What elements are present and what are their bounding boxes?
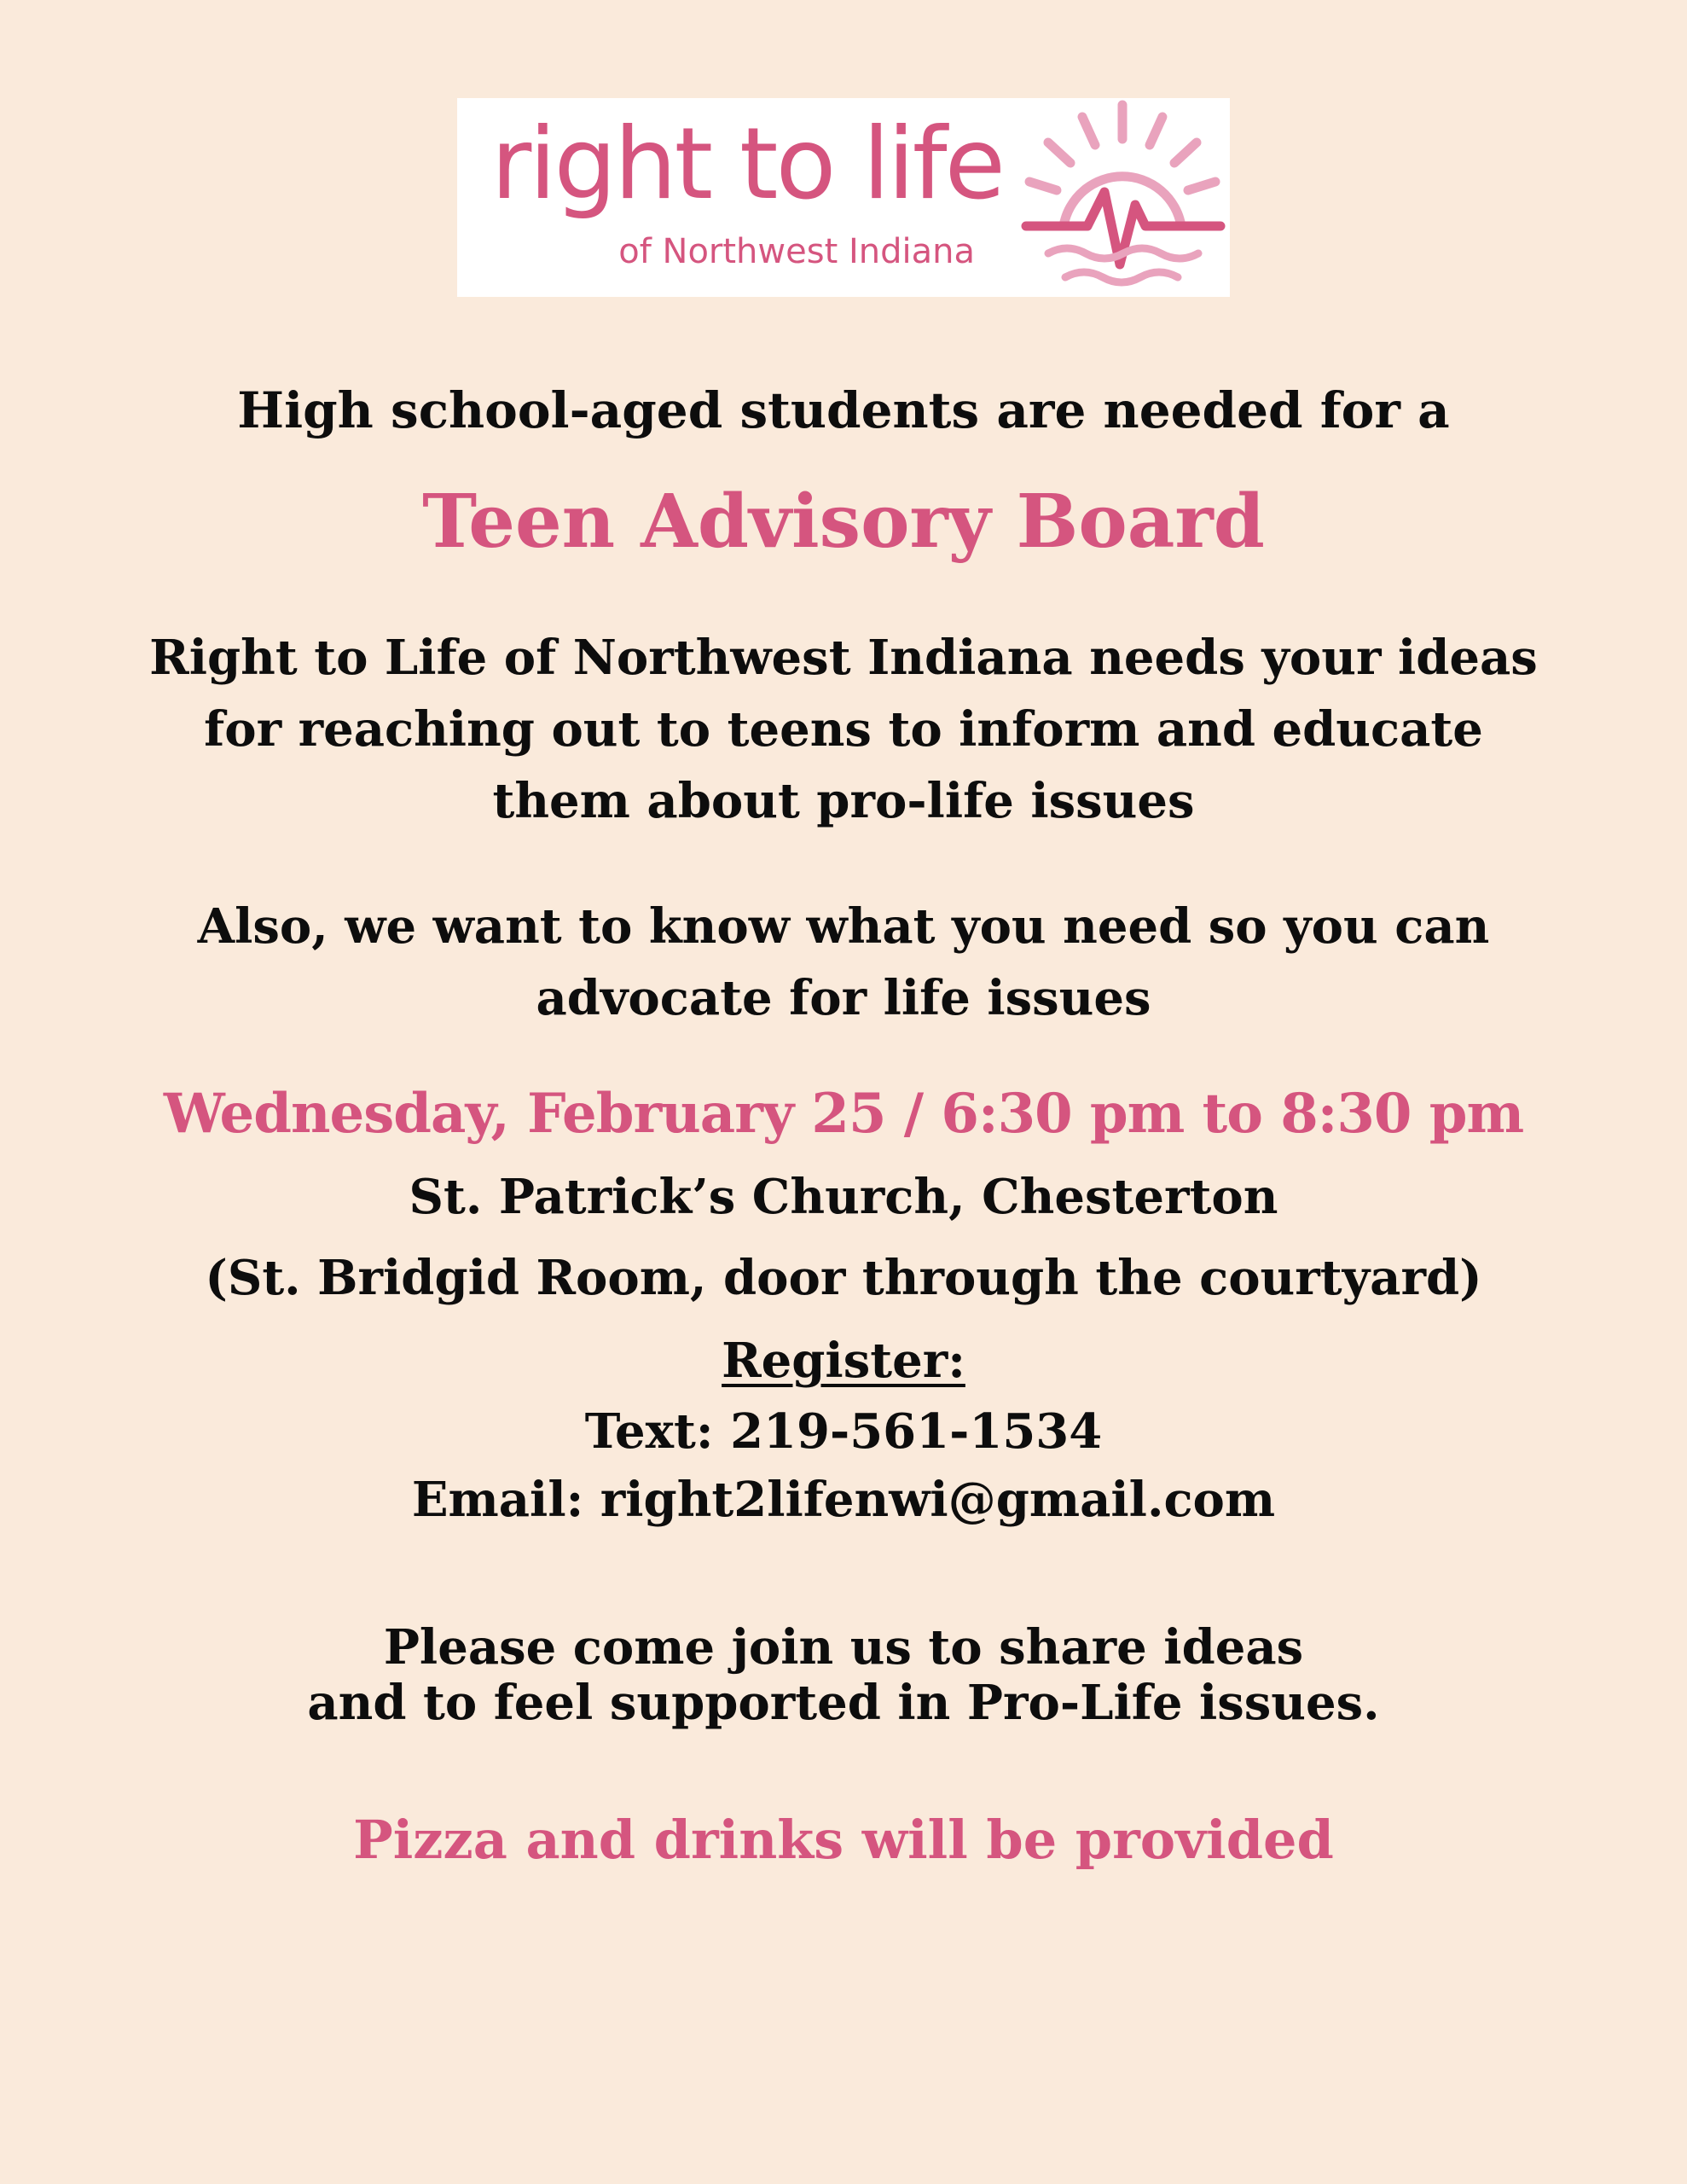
organization-logo — [457, 98, 1230, 297]
event-datetime: Wednesday, February 25 / 6:30 pm to 8:30 pm — [163, 1082, 1524, 1146]
logo-title: right to life — [490, 107, 1003, 222]
sun-heartbeat-waves-icon — [1016, 98, 1230, 297]
register-text-line[interactable]: Text: 219-561-1534 — [584, 1403, 1103, 1460]
page-title: Teen Advisory Board — [422, 479, 1265, 565]
event-location: St. Patrick’s Church, Chesterton — [409, 1169, 1278, 1225]
paragraph-1-line-2: for reaching out to teens to inform and educate — [204, 701, 1483, 758]
paragraph-2-line-1: Also, we want to know what you need so you can — [197, 898, 1490, 955]
closing-line-2: and to feel supported in Pro-Life issues. — [307, 1675, 1380, 1731]
logo-subtitle: of Northwest Indiana — [618, 232, 975, 271]
register-heading: Register: — [722, 1333, 965, 1389]
paragraph-1-line-3: them about pro-life issues — [492, 773, 1195, 829]
register-email-line[interactable]: Email: right2lifenwi@gmail.com — [411, 1472, 1276, 1528]
paragraph-1-line-1: Right to Life of Northwest Indiana needs your ideas — [149, 630, 1538, 686]
closing-line-1: Please come join us to share ideas — [383, 1619, 1304, 1676]
event-room: (St. Bridgid Room, door through the courtyard) — [205, 1250, 1482, 1306]
intro-line: High school-aged students are needed for a — [237, 381, 1450, 439]
paragraph-2-line-2: advocate for life issues — [536, 970, 1151, 1026]
pizza-note: Pizza and drinks will be provided — [353, 1809, 1334, 1871]
